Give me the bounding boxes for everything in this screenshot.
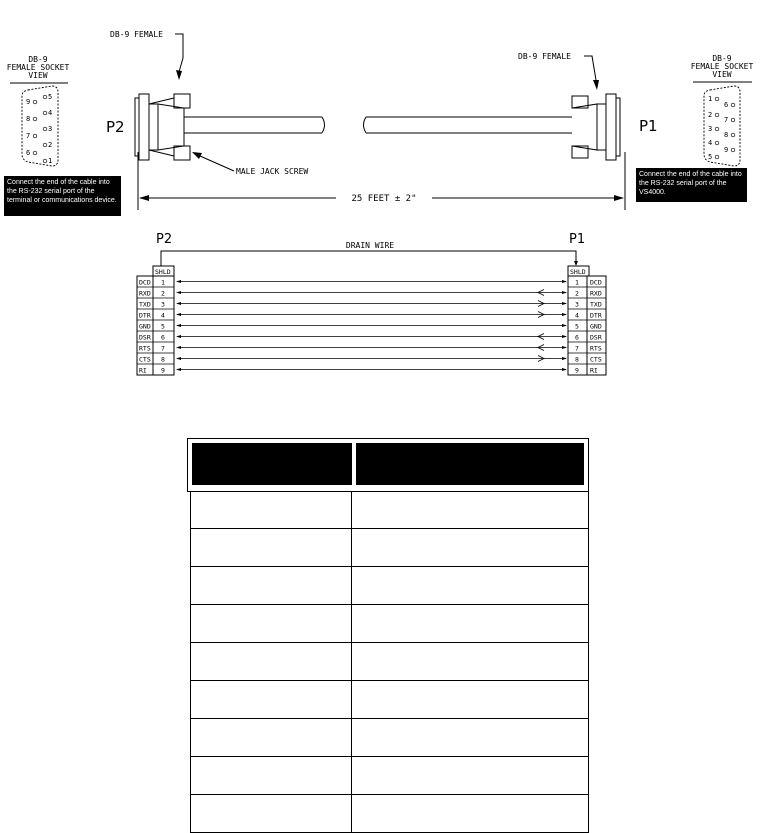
- table-row: [191, 567, 588, 605]
- wiring-row: [137, 353, 606, 364]
- drain-wire-label: DRAIN WIRE: [345, 241, 395, 250]
- right-flange: [606, 94, 616, 160]
- cable-left-break: [322, 117, 325, 133]
- p1-signal-name: RI: [590, 366, 598, 375]
- wiring-p2-label: P2: [156, 232, 173, 247]
- p2-signal-name: DTR: [139, 311, 151, 320]
- wire-end-left: [176, 324, 181, 327]
- p2-pin-number: 8: [161, 355, 165, 364]
- p2-signal-name: RXD: [139, 289, 151, 298]
- right-flange-outer: [616, 98, 620, 156]
- left-pin-hole: [43, 143, 47, 147]
- wire-end-left: [176, 346, 181, 349]
- left-pin-hole: [33, 151, 37, 155]
- table-row: [191, 529, 588, 567]
- wire-end-right: [562, 313, 567, 316]
- p2-pin-number: 4: [161, 311, 165, 320]
- right-socket-pins-left: [708, 95, 719, 161]
- left-pin-hole: [43, 95, 47, 99]
- p2-signal-name: GND: [139, 322, 151, 331]
- right-pin-hole: [715, 141, 719, 145]
- cable: [184, 117, 572, 133]
- table-cell: [352, 719, 588, 756]
- right-pin-hole: [715, 155, 719, 159]
- dimension-arrow-right: [614, 195, 624, 201]
- left-flange-outer: [135, 98, 139, 156]
- wire-end-right: [562, 368, 567, 371]
- left-backshell: [158, 104, 184, 150]
- wire-end-left: [176, 357, 181, 360]
- left-socket-view: [7, 55, 70, 166]
- left-callout-leader: [175, 34, 183, 72]
- p1-pin-number: 5: [575, 322, 579, 331]
- p1-pin-number: 1: [575, 278, 579, 287]
- right-socket-view: [691, 54, 754, 166]
- left-pin-number: 3: [48, 125, 53, 133]
- right-pin-hole: [731, 103, 735, 107]
- wiring-row: [137, 331, 606, 342]
- right-pin-hole: [715, 113, 719, 117]
- table-row: [191, 643, 588, 681]
- left-pin-number: 4: [48, 109, 53, 117]
- table-cell: [191, 719, 352, 756]
- right-shell-nose: [597, 104, 606, 150]
- wire-end-right: [562, 335, 567, 338]
- wiring-row: [137, 364, 606, 375]
- p2-pin-number: 6: [161, 333, 165, 342]
- p2-pin-number: 9: [161, 366, 165, 375]
- left-socket-title-2: FEMALE SOCKET: [6, 63, 70, 72]
- wiring-row: [137, 320, 606, 331]
- right-pin-number: 1: [708, 95, 713, 103]
- p2-signal-name: TXD: [139, 300, 151, 309]
- table-row: [191, 605, 588, 643]
- right-pin-hole: [715, 127, 719, 131]
- left-db9-callout: DB-9 FEMALE: [110, 30, 163, 39]
- jack-screw-arrowhead: [192, 152, 202, 159]
- p1-signal-name: DCD: [590, 278, 602, 287]
- table-cell: [352, 757, 588, 794]
- left-p2-label: P2: [106, 118, 125, 136]
- wire-end-right: [562, 291, 567, 294]
- table-cell: [352, 795, 588, 832]
- p2-signal-name: RI: [139, 366, 147, 375]
- left-jack-screw-label: MALE JACK SCREW: [236, 167, 309, 176]
- wiring-schematic: [137, 232, 606, 375]
- wiring-row: [139, 279, 602, 287]
- p1-signal-name: DSR: [590, 333, 602, 342]
- p1-pin-number: 3: [575, 300, 579, 309]
- wire-end-left: [176, 291, 181, 294]
- left-jack-screw-top: [174, 94, 190, 108]
- right-callout-arrowhead: [593, 80, 599, 90]
- p1-pin-number: 7: [575, 344, 579, 353]
- table-cell: [191, 681, 352, 718]
- wiring-row: [137, 309, 606, 320]
- right-pin-number: 5: [708, 153, 713, 161]
- right-callout-leader: [584, 56, 596, 80]
- wire-end-right: [562, 346, 567, 349]
- table-cell: [191, 757, 352, 794]
- cable-right-break: [364, 117, 367, 133]
- left-connector: [106, 30, 308, 176]
- left-flange: [139, 94, 149, 160]
- left-pin-number: 5: [48, 93, 53, 101]
- p1-signal-name: CTS: [590, 355, 602, 364]
- left-callout-arrowhead: [176, 70, 182, 80]
- right-pin-number: 9: [724, 146, 729, 154]
- right-pin-hole: [731, 148, 735, 152]
- table-row: [191, 681, 588, 719]
- wire-end-left: [176, 302, 181, 305]
- left-pin-hole: [33, 117, 37, 121]
- p2-pin-number: 1: [161, 278, 165, 287]
- table-row: [191, 719, 588, 757]
- left-pin-number: 8: [26, 115, 31, 123]
- wire-end-right: [562, 324, 567, 327]
- right-socket-title-3: VIEW: [712, 70, 732, 79]
- dimension-arrow-left: [139, 195, 149, 201]
- drain-wire: [161, 251, 576, 266]
- wiring-row: [137, 342, 606, 353]
- left-pin-hole: [33, 100, 37, 104]
- wire-end-left: [176, 313, 181, 316]
- pinout-table-header: [187, 438, 589, 492]
- p2-pin-number: 7: [161, 344, 165, 353]
- p2-signal-name: DSR: [139, 333, 151, 342]
- right-pin-number: 4: [708, 139, 713, 147]
- right-socket-pins-right: [724, 101, 735, 154]
- p1-signal-name: RXD: [590, 289, 602, 298]
- right-connector: [518, 52, 658, 160]
- cable-length-label: 25 FEET ± 2": [351, 194, 417, 204]
- left-jack-screw-bottom: [174, 146, 190, 160]
- left-pin-hole: [43, 159, 47, 163]
- wiring-row: [137, 287, 606, 298]
- p1-pin-number: 2: [575, 289, 579, 298]
- p2-shield-label: SHLD: [155, 268, 171, 276]
- right-backshell: [572, 104, 597, 150]
- left-socket-pins-bottom: [43, 93, 52, 165]
- p1-signal-name: GND: [590, 322, 602, 331]
- left-connector-note: Connect the end of the cable into the RS-232 serial port of the terminal or communications device.: [4, 176, 121, 216]
- right-pin-number: 7: [724, 116, 729, 124]
- p1-pin-number: 8: [575, 355, 579, 364]
- p2-signal-name: CTS: [139, 355, 151, 364]
- left-pin-number: 6: [26, 149, 31, 157]
- left-pin-number: 1: [48, 157, 53, 165]
- left-shell-taper: [149, 98, 174, 156]
- p1-signal-name: RTS: [590, 344, 602, 353]
- left-pin-hole: [43, 111, 47, 115]
- table-cell: [352, 643, 588, 680]
- right-pin-number: 6: [724, 101, 729, 109]
- wiring-p1-label: P1: [569, 232, 586, 247]
- right-pin-hole: [715, 97, 719, 101]
- p1-signal-name: DTR: [590, 311, 602, 320]
- table-cell: [352, 567, 588, 604]
- left-pin-number: 9: [26, 98, 31, 106]
- left-pin-hole: [33, 134, 37, 138]
- left-socket-title-3: VIEW: [28, 71, 48, 80]
- right-socket-title-2: FEMALE SOCKET: [690, 62, 754, 71]
- table-cell: [191, 643, 352, 680]
- table-cell: [352, 491, 588, 528]
- right-pin-number: 3: [708, 125, 713, 133]
- table-cell: [352, 529, 588, 566]
- right-p1-label: P1: [639, 117, 658, 135]
- p1-shield-label: SHLD: [570, 268, 586, 276]
- table-row: [191, 795, 588, 833]
- table-cell: [191, 491, 352, 528]
- wiring-rows: [137, 279, 606, 375]
- right-pin-hole: [731, 133, 735, 137]
- p2-pin-number: 3: [161, 300, 165, 309]
- p1-pin-number: 9: [575, 366, 579, 375]
- p1-signal-name: TXD: [590, 300, 602, 309]
- left-pin-number: 7: [26, 132, 31, 140]
- table-row: [191, 491, 588, 529]
- wire-end-left: [176, 280, 181, 283]
- wire-end-right: [562, 280, 567, 283]
- drain-wire-arrowhead: [574, 261, 578, 266]
- right-pin-number: 2: [708, 111, 713, 119]
- right-socket-title-1: DB-9: [712, 54, 732, 63]
- p1-pin-number: 6: [575, 333, 579, 342]
- left-pin-number: 2: [48, 141, 53, 149]
- wire-end-right: [562, 357, 567, 360]
- p2-pin-number: 5: [161, 322, 165, 331]
- table-header-cell-2: [356, 443, 584, 485]
- jack-screw-leader: [200, 156, 234, 171]
- wire-end-left: [176, 335, 181, 338]
- right-db9-callout: DB-9 FEMALE: [518, 52, 571, 61]
- right-connector-note: Connect the end of the cable into the RS-232 serial port of the VS4000.: [636, 168, 747, 202]
- right-pin-number: 8: [724, 131, 729, 139]
- table-row: [191, 757, 588, 795]
- left-socket-pins-top: [26, 98, 37, 157]
- left-shell-nose: [149, 104, 158, 150]
- table-header-cell-1: [192, 443, 352, 485]
- left-socket-title-1: DB-9: [28, 55, 48, 64]
- table-cell: [191, 529, 352, 566]
- table-cell: [352, 681, 588, 718]
- pinout-table-body: [190, 491, 589, 833]
- wire-end-left: [176, 368, 181, 371]
- table-cell: [191, 605, 352, 642]
- wire-end-right: [562, 302, 567, 305]
- p1-pin-number: 4: [575, 311, 579, 320]
- p2-pin-number: 2: [161, 289, 165, 298]
- p2-signal-name: RTS: [139, 344, 151, 353]
- table-cell: [352, 605, 588, 642]
- p2-signal-name: DCD: [139, 278, 151, 287]
- left-pin-hole: [43, 127, 47, 131]
- table-cell: [191, 795, 352, 832]
- table-cell: [191, 567, 352, 604]
- wiring-row: [137, 298, 606, 309]
- right-pin-hole: [731, 118, 735, 122]
